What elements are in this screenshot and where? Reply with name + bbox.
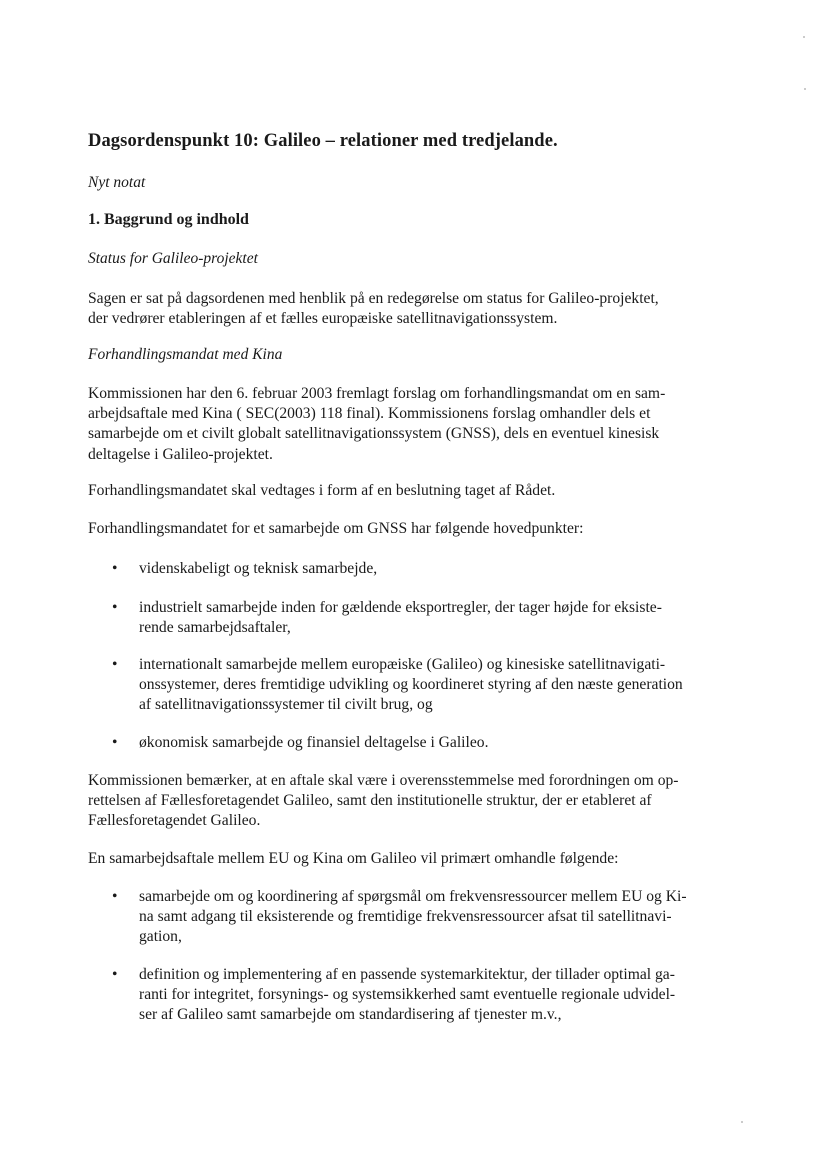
paragraph-line: Kommissionen har den 6. februar 2003 fremlagt forslag om forhandlingsmandat om en sam- bbox=[88, 385, 666, 402]
paragraph-agreement: En samarbejdsaftale mellem EU og Kina om Galileo vil primært omhandle følgende: bbox=[88, 850, 619, 867]
list-item-line: definition og implementering af en passende systemarkitektur, der tillader optimal ga- bbox=[139, 966, 675, 983]
subheading-status: Status for Galileo-projektet bbox=[88, 250, 258, 267]
list-item-line: af satellitnavigationssystemer til civilt brug, og bbox=[139, 696, 433, 714]
list-item-line: økonomisk samarbejde og finansiel deltagelse i Galileo. bbox=[139, 734, 489, 751]
list-item-line: industrielt samarbejde inden for gældende eksportregler, der tager højde for eksiste- bbox=[139, 599, 662, 616]
list-item-text bbox=[139, 887, 687, 948]
paragraph-line: Fællesforetagendet Galileo. bbox=[88, 812, 261, 830]
paragraph-adoption: Forhandlingsmandatet skal vedtages i form af en beslutning taget af Rådet. bbox=[88, 482, 556, 499]
list-item-text bbox=[139, 598, 662, 638]
paragraph-mainpoints: Forhandlingsmandatet for et samarbejde om GNSS har følgende hovedpunkter: bbox=[88, 520, 584, 537]
paragraph-line: arbejdsaftale med Kina ( SEC(2003) 118 final). Kommissionens forslag omhandler dels et bbox=[88, 405, 651, 423]
bullet-icon: • bbox=[112, 734, 118, 751]
paragraph-line: samarbejde om et civilt globalt satellitnavigationssystem (GNSS), dels en eventuel kinesisk bbox=[88, 425, 660, 443]
scan-speck bbox=[741, 1121, 743, 1123]
list-item-text bbox=[139, 733, 488, 753]
list-item-line: ser af Galileo samt samarbejde om standardisering af tjenester m.v., bbox=[139, 1006, 562, 1024]
document-title: Dagsordenspunkt 10: Galileo – relationer med tredjelande. bbox=[88, 131, 558, 151]
list-item-line: videnskabeligt og teknisk samarbejde, bbox=[139, 560, 378, 577]
list-item-line: gation, bbox=[139, 928, 182, 946]
paragraph-mandate bbox=[88, 384, 758, 465]
scan-speck bbox=[803, 36, 805, 38]
list-item-line: rende samarbejdsaftaler, bbox=[139, 619, 291, 637]
bullet-icon: • bbox=[112, 966, 118, 983]
list-item-line: na samt adgang til eksisterende og fremtidige frekvensressourcer afsat til satellitnavi- bbox=[139, 908, 672, 926]
list-item-line: internationalt samarbejde mellem europæiske (Galileo) og kinesiske satellitnavigati- bbox=[139, 656, 666, 673]
bullet-icon: • bbox=[112, 560, 118, 577]
list-item-text bbox=[139, 965, 675, 1026]
paragraph-line: rettelsen af Fællesforetagendet Galileo, samt den institutionelle struktur, der er etableret af bbox=[88, 792, 652, 810]
paragraph-line: Sagen er sat på dagsordenen med henblik på en redegørelse om status for Galileo-projektet, bbox=[88, 290, 659, 307]
scan-speck bbox=[804, 88, 806, 90]
paragraph-line: Kommissionen bemærker, at en aftale skal være i overensstemmelse med forordningen om op- bbox=[88, 772, 679, 789]
bullet-icon: • bbox=[112, 888, 118, 905]
list-item-line: samarbejde om og koordinering af spørgsmål om frekvensressourcer mellem EU og Ki- bbox=[139, 888, 687, 905]
list-item-line: onssystemer, deres fremtidige udvikling og koordineret styring af den næste generation bbox=[139, 676, 683, 694]
list-item-line: ranti for integritet, forsynings- og systemsikkerhed samt eventuelle regionale udvidel- bbox=[139, 986, 676, 1004]
paragraph-status bbox=[88, 289, 758, 329]
section-heading: 1. Baggrund og indhold bbox=[88, 211, 249, 228]
paragraph-commission bbox=[88, 771, 758, 832]
bullet-icon: • bbox=[112, 656, 118, 673]
paragraph-line: der vedrører etableringen af et fælles europæiske satellitnavigationssystem. bbox=[88, 310, 558, 328]
paragraph-line: deltagelse i Galileo-projektet. bbox=[88, 445, 273, 463]
subheading-mandate: Forhandlingsmandat med Kina bbox=[88, 346, 283, 363]
list-item-text bbox=[139, 655, 683, 716]
list-item-text bbox=[139, 559, 377, 579]
bullet-icon: • bbox=[112, 599, 118, 616]
note-label: Nyt notat bbox=[88, 174, 146, 191]
